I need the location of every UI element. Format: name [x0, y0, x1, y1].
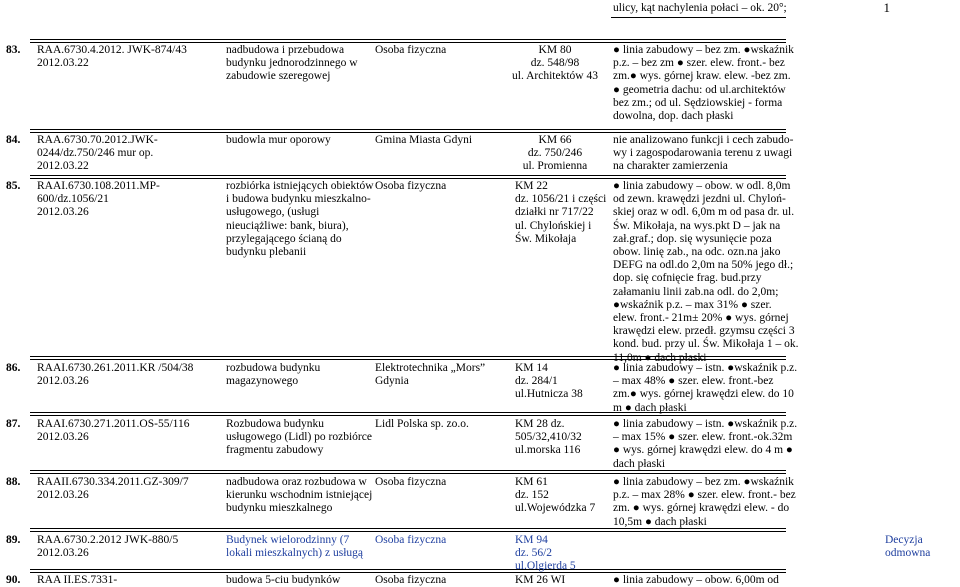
rule [30, 42, 786, 43]
rule [611, 17, 786, 18]
case-signature: RAA II.ES.7331- [37, 574, 118, 586]
case-signature: RAAI.6730.271.2011.OS-55/116 2012.03.26 [37, 418, 190, 444]
page-number: 1 [883, 0, 890, 15]
top-note: ulicy, kąt nachylenia połaci – ok. 20°; [613, 2, 787, 14]
applicant-cell: Osoba fizyczna [375, 44, 447, 56]
applicant-cell: Lidl Polska sp. zo.o. [375, 418, 469, 430]
applicant-cell: Osoba fizyczna [375, 180, 447, 192]
decision-cell: ● linia zabudowy – obow. w odl. 8,0m od zewn. krawędzi jezdni ul. Chyloń- skiej oraz w odl. 6,0m m od pasa dr. ul. Św. Mikołaja, na wys.pkt D – jak na zał.graf.; dop. się wysunięcie poza obow. linię zab., na odc. ozn.na jako DEFG na odl.do 2,0m na 50% jego dł.; dop. się cofnięcie frag. bud.przy załamaniu linii zab.na odl. do 2,0m; ●wskaźnik p.z. – max 31% ● szer. elew. front.- 21m± 20% ● wys. górnej krawędzi elew. przedł. gzymsu części 3 kond. bud. przy ul. Św. Mikołaja 1 – ok. 11,0m ● dach płaski [613, 180, 799, 364]
rule [30, 129, 786, 130]
subject-cell: rozbudowa budynku magazynowego [226, 362, 321, 388]
location-cell: KM 28 dz. 505/32,410/32 ul.morska 116 [515, 418, 582, 457]
rule [30, 572, 786, 573]
location-cell: KM 14 dz. 284/1 ul.Hutnicza 38 [515, 362, 583, 401]
rule [30, 178, 786, 179]
rule [30, 175, 786, 176]
rule [30, 415, 786, 416]
row-number: 85. [6, 180, 21, 192]
subject-cell: nadbudowa i przebudowa budynku jednorodzinnego w zabudowie szeregowej [226, 44, 358, 83]
applicant-cell: Gmina Miasta Gdyni [375, 134, 473, 146]
subject-cell: Rozbudowa budynku usługowego (Lidl) po rozbiórce fragmentu zabudowy [226, 418, 372, 457]
decision-cell: ● linia zabudowy – bez zm. ●wskaźnik p.z. – bez zm ● szer. elew. front.- bez zm.● wys. górnej kraw. elew. -bez zm. ● geometria dachu: od ul.architektów bez zm.; od ul. Sędziowskiej - forma dowolna, dop. dach płaski [613, 44, 794, 123]
location-cell: KM 66 dz. 750/246 ul. Promienna [522, 134, 588, 173]
location-cell: KM 80 dz. 548/98 ul. Architektów 43 [512, 44, 598, 83]
subject-cell: budowla mur oporowy [226, 134, 331, 146]
rule [30, 531, 786, 532]
row-number: 83. [6, 44, 21, 56]
row-number: 89. [6, 534, 21, 546]
subject-cell: rozbiórka istniejących obiektów i budowa budynku mieszkalno- usługowego, (usługi nieuciążliwe: bank, biura), przylegającego ścianą do budynku plebanii [226, 180, 374, 259]
decision-cell: ● linia zabudowy – obow. 6,00m od [613, 574, 779, 586]
case-signature: RAAII.6730.334.2011.GZ-309/7 2012.03.26 [37, 476, 189, 502]
case-signature: RAA.6730.2.2012 JWK-880/5 2012.03.26 [37, 534, 179, 560]
row-number: 90. [6, 574, 21, 586]
rule [30, 569, 786, 570]
location-cell: KM 61 dz. 152 ul.Wojewódzka 7 [515, 476, 596, 515]
decision-cell: ● linia zabudowy – istn. ●wskaźnik p.z. – max 48% ● szer. elew. front.-bez zm.● wys. górnej krawędzi elew. do 10 m ● dach płaski [613, 362, 798, 414]
case-signature: RAA.6730.4.2012. JWK-874/43 2012.03.22 [37, 44, 187, 70]
decision-cell: ● linia zabudowy – bez zm. ●wskaźnik p.z. – max 28% ● szer. elew. front.- bez zm. ● wys. górnej krawędzi elew. - do 10,5m ● dach płaski [613, 476, 796, 528]
rule [30, 39, 786, 40]
rule [30, 132, 786, 133]
case-signature: RAAI.6730.261.2011.KR /504/38 2012.03.26 [37, 362, 194, 388]
applicant-cell: Osoba fizyczna [375, 534, 447, 546]
decision-cell: ● linia zabudowy – istn. ●wskaźnik p.z. – max 15% ● szer. elew. front.-ok.32m ● wys. górnej krawędzi elew. do 4 m ● dach płaski [613, 418, 798, 470]
subject-cell: budowa 5-ciu budynków [226, 574, 341, 586]
row-number: 88. [6, 476, 21, 488]
row-number: 86. [6, 362, 21, 374]
row-number: 84. [6, 134, 21, 146]
case-signature: RAA.6730.70.2012.JWK- 0244/dz.750/246 mur op. 2012.03.22 [37, 134, 158, 173]
decision-cell: nie analizowano funkcji i cech zabudo- wy i zagospodarowania terenu z uwagi na charakter zamierzenia [613, 134, 794, 173]
subject-cell: Budynek wielorodzinny (7 lokali mieszkalnych) z usługą [226, 534, 364, 560]
rule [30, 473, 786, 474]
case-signature: RAAI.6730.108.2011.MP- 600/dz.1056/21 2012.03.26 [37, 180, 160, 219]
location-cell: KM 22 dz. 1056/21 i części działki nr 717/22 ul. Chylońskiej i Św. Mikołaja [515, 180, 607, 245]
location-cell: KM 26 WI [515, 574, 566, 586]
decision-cell: Decyzja odmowna [885, 534, 931, 560]
location-cell: KM 94 dz. 56/2 ul.Olgierda 5 [515, 534, 576, 573]
applicant-cell: Osoba fizyczna [375, 574, 447, 586]
row-number: 87. [6, 418, 21, 430]
applicant-cell: Elektrotechnika „Mors” Gdynia [375, 362, 486, 388]
applicant-cell: Osoba fizyczna [375, 476, 447, 488]
subject-cell: nadbudowa oraz rozbudowa w kierunku wschodnim istniejącej budynku mieszkalnego [226, 476, 373, 515]
